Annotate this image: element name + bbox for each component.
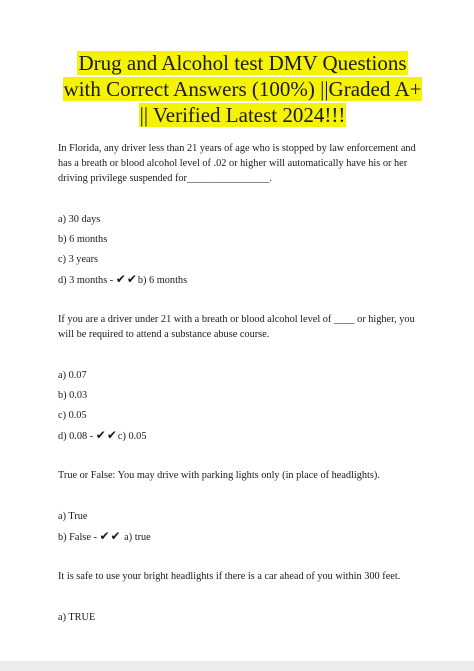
document-title: Drug and Alcohol test DMV Questions with Correct Answers (100%) ||Graded A+ || Verified Latest 2024!!! — [63, 51, 422, 127]
question-1-answer: b) 6 months — [137, 275, 188, 286]
double-checkmark-icon: ✔✔ — [99, 529, 122, 543]
question-4-option-a: a) TRUE — [58, 612, 96, 623]
question-3-text: True or False: You may drive with parking lights only (in place of headlights). — [58, 470, 380, 481]
question-1-option-c: c) 3 years — [58, 254, 99, 265]
question-1-option-d: d) 3 months - ✔✔b) 6 months — [58, 272, 188, 286]
question-1-option-a: a) 30 days — [58, 214, 101, 225]
question-3-option-b: b) False - ✔✔ a) true — [58, 529, 151, 543]
question-1-text: In Florida, any driver less than 21 years of age who is stopped by law enforcement and has a breath or blood alcohol level of .02 or higher will automatically have his or her driving privilege suspended for________________. — [58, 143, 416, 184]
question-1-option-b: b) 6 months — [58, 234, 108, 245]
question-2-option-d: d) 0.08 - ✔✔c) 0.05 — [58, 428, 147, 442]
question-2-option-c: c) 0.05 — [58, 410, 87, 421]
page-bottom-edge — [0, 661, 474, 671]
question-2-option-b: b) 0.03 — [58, 390, 88, 401]
question-2-answer: c) 0.05 — [117, 431, 147, 442]
question-4-text: It is safe to use your bright headlights if there is a car ahead of you within 300 feet. — [58, 571, 401, 582]
double-checkmark-icon: ✔✔ — [95, 428, 118, 442]
question-2-option-a: a) 0.07 — [58, 370, 87, 381]
question-3-option-a: a) True — [58, 511, 88, 522]
question-2-text: If you are a driver under 21 with a breath or blood alcohol level of ____ or higher, you will be required to attend a substance abuse course. — [58, 314, 415, 340]
double-checkmark-icon: ✔✔ — [115, 272, 138, 286]
question-3-answer: a) true — [124, 532, 151, 543]
